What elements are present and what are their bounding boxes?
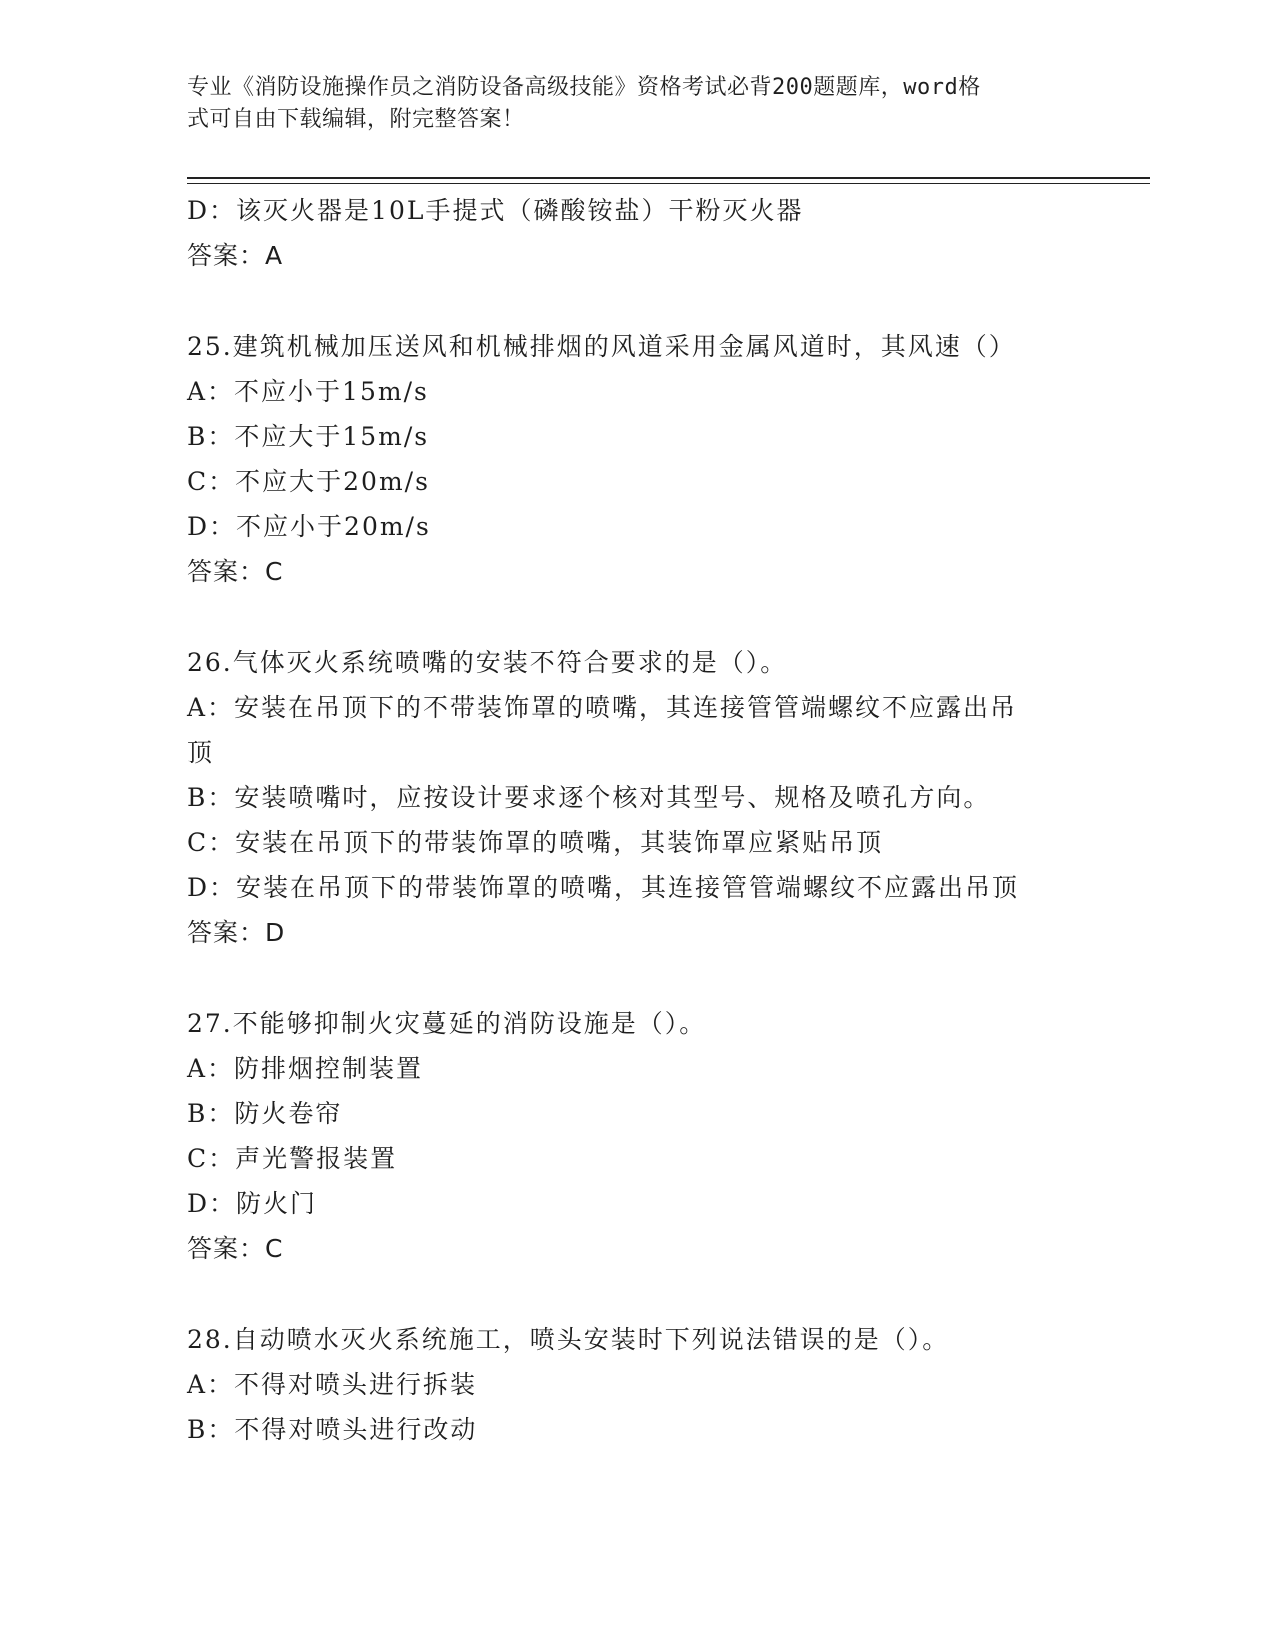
document-header [187, 72, 1067, 136]
option-a: A：不得对喷头进行拆装 [187, 1370, 478, 1399]
option-c: C：安装在吊顶下的带装饰罩的喷嘴，其装饰罩应紧贴吊顶 [187, 828, 884, 857]
option-a: A：安装在吊顶下的不带装饰罩的喷嘴，其连接管管端螺纹不应露出吊 [187, 693, 1018, 722]
answer: 答案：C [187, 557, 284, 586]
option-a: A：不应小于15m/s [187, 377, 429, 406]
header-line-1: 专业《消防设施操作员之消防设备高级技能》资格考试必背200题题库，word格 [187, 75, 981, 100]
question-28 [187, 1317, 1087, 1452]
option-b: B：防火卷帘 [187, 1099, 343, 1128]
option-a-continued: 顶 [187, 738, 215, 767]
prev-answer: 答案：A [187, 241, 284, 270]
question-25 [187, 324, 1087, 594]
question-26 [187, 640, 1087, 955]
question-stem: 27.不能够抑制火灾蔓延的消防设施是（）。 [187, 1009, 707, 1038]
option-d: D：不应小于20m/s [187, 512, 431, 541]
answer: 答案：D [187, 918, 286, 947]
header-divider-thin [187, 183, 1150, 184]
question-27 [187, 1001, 1087, 1271]
option-d: D：防火门 [187, 1189, 318, 1218]
option-c: C：不应大于20m/s [187, 467, 430, 496]
prev-option-d: D：该灭火器是10L手提式（磷酸铵盐）干粉灭火器 [187, 196, 804, 225]
option-b: B：安装喷嘴吋，应按设计要求逐个核对其型号、规格及喷孔方向。 [187, 783, 991, 812]
header-line-2: 式可自由下载编辑，附完整答案！ [187, 107, 525, 132]
option-b: B：不应大于15m/s [187, 422, 430, 451]
question-stem: 26.气体灭火系统喷嘴的安装不符合要求的是（）。 [187, 648, 788, 677]
option-a: A：防排烟控制装置 [187, 1054, 424, 1083]
question-stem: 28.自动喷水灭火系统施工，喷头安装时下列说法错误的是（）。 [187, 1325, 950, 1354]
question-content [187, 188, 1087, 1452]
header-divider-thick [187, 177, 1150, 179]
answer: 答案：C [187, 1234, 284, 1263]
question-stem: 25.建筑机械加压送风和机械排烟的风道采用金属风道时，其风速（） [187, 332, 1016, 361]
option-b: B：不得对喷头进行改动 [187, 1415, 478, 1444]
option-d: D：安装在吊顶下的带装饰罩的喷嘴，其连接管管端螺纹不应露出吊顶 [187, 873, 1020, 902]
option-c: C：声光警报装置 [187, 1144, 398, 1173]
